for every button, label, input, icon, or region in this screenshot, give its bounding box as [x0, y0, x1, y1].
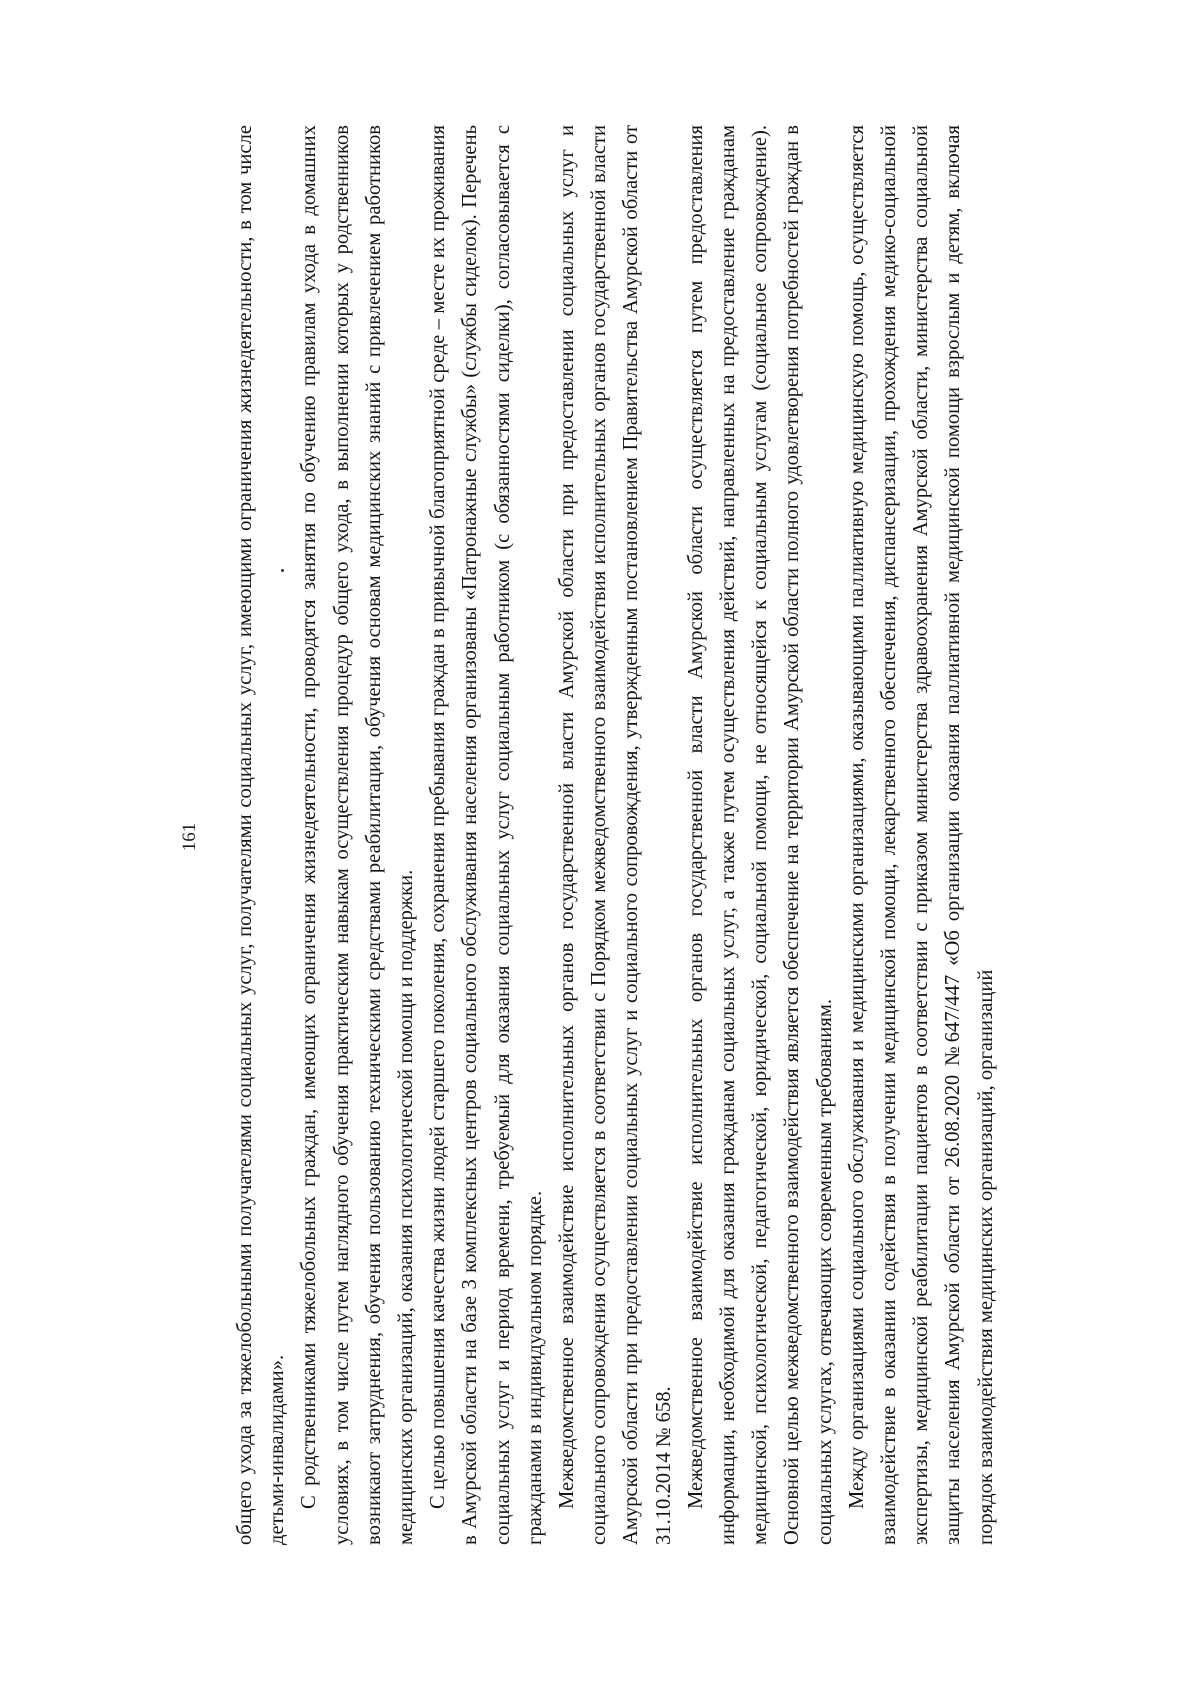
paragraph-2: С родственниками тяжелобольных граждан, имеющих ограничения жизнедеятельности, проводятся занятия по обучению правилам ухода в домашних условиях, в том числе путем наглядного обучения практическим навыкам осуществления процедур общего ухода, в выполнении которых у родственников возникают затруднения, обучения пользованию техническими средствами реабилитации, обучения основам медицинских знаний с привлечением работников медицинских организаций, оказания психологической помощи и поддержки.: [298, 125, 418, 1545]
page-number: 161: [179, 822, 200, 852]
paragraph-5: Межведомственное взаимодействие исполнительных органов государственной власти Амурской области осуществляется путем предоставления информации, необходимой для оказания гражданам социальных услуг, а также путем осуществления действий, направленных на предоставление гражданам медицинской, психологической, педагогической, юридической, социальной помощи, не относящейся к социальным услугам (социальное сопровождение). Основной целью межведомственного взаимодействия является обеспечение на территории Амурской области полного удовлетворения потребностей граждан в социальных услугах, отвечающих современным требованиям.: [684, 125, 836, 1545]
paragraph-6: Между организациями социального обслуживания и медицинскими организациями, оказывающими паллиативную медицинскую помощь, осуществляется взаимодействие в оказании содействия в получении медицинской помощи, лекарственного обеспечения, диспансеризации, прохождения медико-социальной экспертизы, медицинской реабилитации пациентов в соответствии с приказом министерства здравоохранения Амурской области, министерства социальной защиты населения Амурской области от 26.08.2020 №647/447 «Об организации оказания паллиативной медицинской помощи взрослым и детям, включая порядок взаимодействия медицинских организаций, организаций: [845, 125, 997, 1545]
rotated-document-sheet: [173, 117, 1033, 1557]
paragraph-1: общего ухода за тяжелобольными получателями социальных услуг, получателями социальных услуг, имеющими ограничения жизнедеятельности, в том числе детьми-инвалидами».: [234, 125, 289, 1545]
paragraph-4: Межведомственное взаимодействие исполнительных органов государственной власти Амурской области при предоставлении социальных услуг и социального сопровождения осуществляется в соответствии с Порядком межведомственного взаимодействия исполнительных органов государственной власти Амурской области при предоставлении социальных услуг и социального сопровождения, утвержденным постановлением Правительства Амурской области от 31.10.2014 № 658.: [556, 125, 675, 1545]
document-body: [229, 125, 1002, 1545]
paragraph-3: С целью повышения качества жизни людей старшего поколения, сохранения пребывания граждан в привычной благоприятной среде – месте их проживания в Амурской области на базе 3 комплексных центров социального обслуживания населения организованы «Патронажные службы» (службы сиделок). Перечень социальных услуг и период времени, требуемый для оказания социальных услуг социальным работником (с обязанностями сиделки), согласовывается с гражданами в индивидуальном порядке.: [427, 125, 546, 1545]
